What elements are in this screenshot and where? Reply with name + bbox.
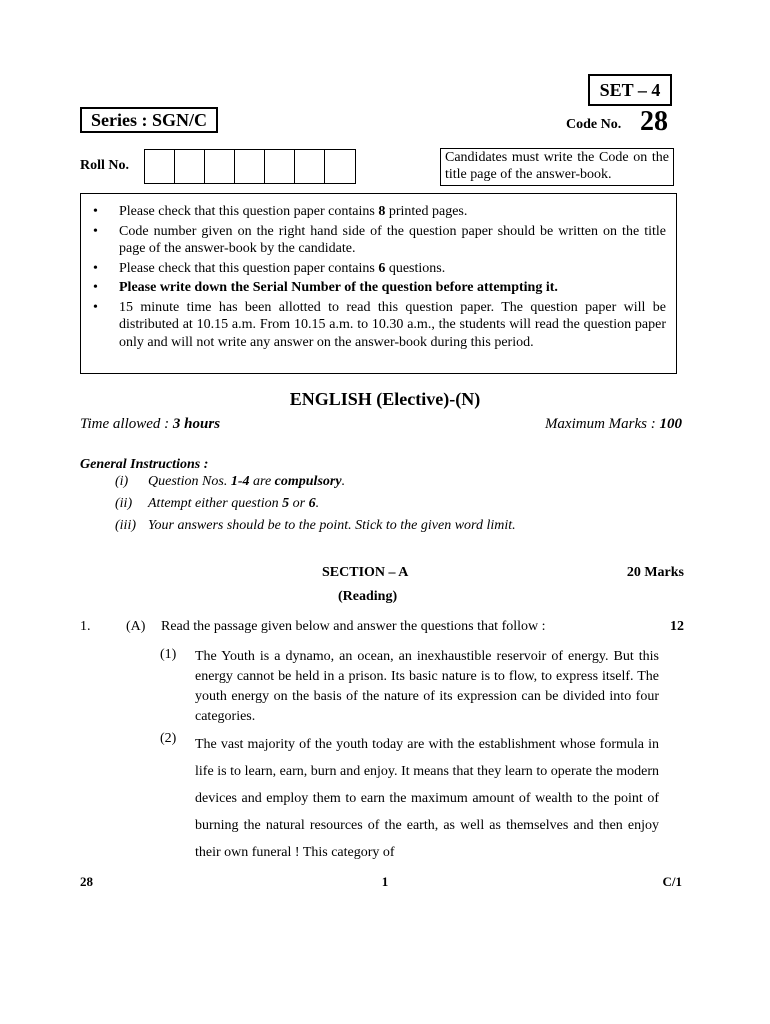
instruction-item: • Please check that this question paper contains 6 questions. (93, 260, 446, 276)
roll-cell[interactable] (295, 150, 325, 183)
set-number: SET – 4 (588, 74, 672, 106)
paragraph-text: The Youth is a dynamo, an ocean, an inexhaustible reservoir of energy. But this energy cannot be held in a prison. Its basic nature is to flow, to express itself. The youth energy on the basis of the nature of its expression can be divided into four categories. (195, 649, 659, 724)
roll-cell[interactable] (175, 150, 205, 183)
question-part: (A) (126, 619, 146, 634)
instructions-box (80, 193, 677, 374)
section-marks: 20 Marks (626, 565, 684, 580)
bullet-icon: • (93, 260, 98, 276)
general-instruction-item: (iii) Your answers should be to the point. Stick to the given word limit. (115, 518, 516, 533)
paper-title: ENGLISH (Elective)-(N) (289, 389, 481, 409)
roll-cell[interactable] (325, 150, 355, 183)
roll-number-boxes[interactable] (144, 149, 356, 184)
general-instruction-item: (i) Question Nos. 1-4 are compulsory. (115, 474, 346, 489)
instruction-item: • 15 minute time has been allotted to read this question paper. The question paper will be distributed at 10.15 a.m. From 10.15 a.m. to 10.30 a.m., the students will read the question paper only and will not write any answer on the answer-book during this period. (93, 299, 666, 350)
footer-ref: C/1 (662, 874, 682, 889)
roll-cell[interactable] (205, 150, 235, 183)
paragraph-text: The vast majority of the youth today are with the establishment whose formula in life is to learn, earn, burn and enjoy. It means that they learn to operate the modern devices and employ them to earn the maximum amount of wealth to the point of burning the natural resources of the earth, as well as themselves and then enjoy their own funeral ! This category of (195, 737, 659, 860)
time-allowed: Time allowed : 3 hours (80, 416, 221, 432)
roll-cell[interactable] (145, 150, 175, 183)
series-label: Series : SGN/C (80, 107, 218, 133)
bullet-icon: • (93, 223, 98, 239)
maximum-marks: Maximum Marks : 100 (544, 416, 682, 432)
general-instructions-title: General Instructions : (80, 457, 209, 472)
question-text: Read the passage given below and answer the questions that follow : (161, 619, 546, 634)
bullet-icon: • (93, 299, 98, 315)
general-instruction-item: (ii) Attempt either question 5 or 6. (115, 496, 320, 511)
section-title: SECTION – A (322, 565, 409, 580)
paragraph-number: (2) (160, 731, 177, 746)
question-marks: 12 (670, 619, 684, 634)
bullet-icon: • (93, 204, 98, 219)
section-subtitle: (Reading) (338, 589, 398, 604)
question-number: 1. (80, 619, 91, 634)
bullet-icon: • (93, 280, 98, 295)
roll-cell[interactable] (265, 150, 295, 183)
instruction-item: • Please check that this question paper contains 8 printed pages. (93, 204, 468, 219)
roll-label: Roll No. (80, 158, 129, 173)
candidate-note: Candidates must write the Code on the title page of the answer-book. (440, 148, 674, 186)
footer-code: 28 (80, 874, 93, 889)
code-label: Code No. (566, 117, 622, 132)
code-value: 28 (640, 106, 668, 137)
instruction-item: • Code number given on the right hand side of the question paper should be written on the title page of the answer-book by the candidate. (93, 223, 666, 256)
page-number: 1 (381, 874, 389, 889)
roll-cell[interactable] (235, 150, 265, 183)
paragraph-number: (1) (160, 647, 177, 662)
instruction-item: • Please write down the Serial Number of the question before attempting it. (93, 280, 558, 295)
